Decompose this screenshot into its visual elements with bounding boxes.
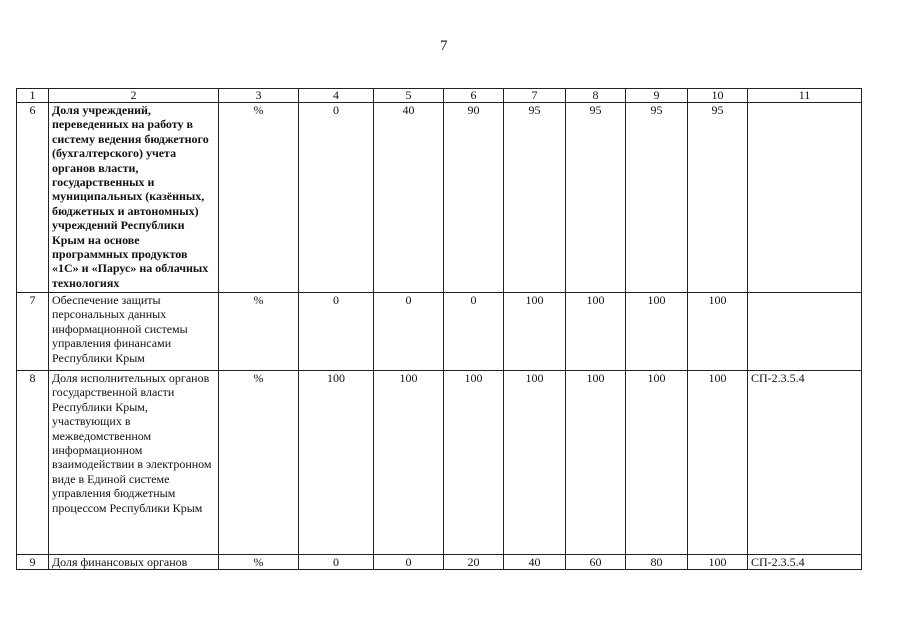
value-cell: 80 xyxy=(626,555,688,570)
column-header: 2 xyxy=(49,89,219,103)
table-row xyxy=(17,103,862,293)
value-cell: 100 xyxy=(566,371,626,555)
value-cell: 20 xyxy=(444,555,504,570)
value-cell: 100 xyxy=(626,293,688,371)
table-header-row xyxy=(17,89,862,103)
unit-cell: % xyxy=(219,555,299,570)
value-cell: 0 xyxy=(374,293,444,371)
value-cell: 0 xyxy=(299,555,374,570)
row-number: 7 xyxy=(17,293,49,371)
value-cell: 0 xyxy=(374,555,444,570)
column-header: 4 xyxy=(299,89,374,103)
value-cell: 0 xyxy=(299,293,374,371)
value-cell: 95 xyxy=(566,103,626,293)
row-number: 9 xyxy=(17,555,49,570)
value-cell: 100 xyxy=(688,293,748,371)
program-code-cell: СП-2.3.5.4 xyxy=(748,371,862,555)
unit-cell: % xyxy=(219,371,299,555)
value-cell: 100 xyxy=(444,371,504,555)
program-code-cell xyxy=(748,103,862,293)
value-cell: 100 xyxy=(504,371,566,555)
value-cell: 95 xyxy=(688,103,748,293)
indicator-description: Обеспечение защиты персональных данных информационной системы управления финансами Республики Крым xyxy=(49,293,219,371)
value-cell: 40 xyxy=(504,555,566,570)
value-cell: 95 xyxy=(504,103,566,293)
value-cell: 100 xyxy=(626,371,688,555)
program-code-cell: СП-2.3.5.4 xyxy=(748,555,862,570)
value-cell: 100 xyxy=(688,371,748,555)
indicators-table xyxy=(16,88,862,570)
value-cell: 100 xyxy=(374,371,444,555)
value-cell: 100 xyxy=(688,555,748,570)
unit-cell: % xyxy=(219,293,299,371)
column-header: 5 xyxy=(374,89,444,103)
table-row xyxy=(17,293,862,371)
column-header: 9 xyxy=(626,89,688,103)
table-row xyxy=(17,555,862,570)
column-header: 8 xyxy=(566,89,626,103)
value-cell: 100 xyxy=(299,371,374,555)
column-header: 10 xyxy=(688,89,748,103)
column-header: 3 xyxy=(219,89,299,103)
value-cell: 95 xyxy=(626,103,688,293)
value-cell: 100 xyxy=(504,293,566,371)
row-number: 8 xyxy=(17,371,49,555)
column-header: 11 xyxy=(748,89,862,103)
indicator-description: Доля финансовых органов xyxy=(49,555,219,570)
value-cell: 100 xyxy=(566,293,626,371)
indicator-description: Доля учреждений, переведенных на работу в систему ведения бюджетного (бухгалтерского) учета органов власти, государственных и муниципальных (казённых, бюджетных и автономных) учреждений Республики Крым на основе программных продуктов «1С» и «Парус» на облачных технологиях xyxy=(49,103,219,293)
column-header: 1 xyxy=(17,89,49,103)
column-header: 6 xyxy=(444,89,504,103)
value-cell: 0 xyxy=(444,293,504,371)
value-cell: 40 xyxy=(374,103,444,293)
value-cell: 90 xyxy=(444,103,504,293)
page-number: 7 xyxy=(440,38,448,54)
program-code-cell xyxy=(748,293,862,371)
row-number: 6 xyxy=(17,103,49,293)
table-row xyxy=(17,371,862,555)
value-cell: 0 xyxy=(299,103,374,293)
value-cell: 60 xyxy=(566,555,626,570)
indicator-description: Доля исполнительных органов государственной власти Республики Крым, участвующих в межведомственном информационном взаимодействии в электронном виде в Единой системе управления бюджетным процессом Республики Крым xyxy=(49,371,219,555)
column-header: 7 xyxy=(504,89,566,103)
unit-cell: % xyxy=(219,103,299,293)
